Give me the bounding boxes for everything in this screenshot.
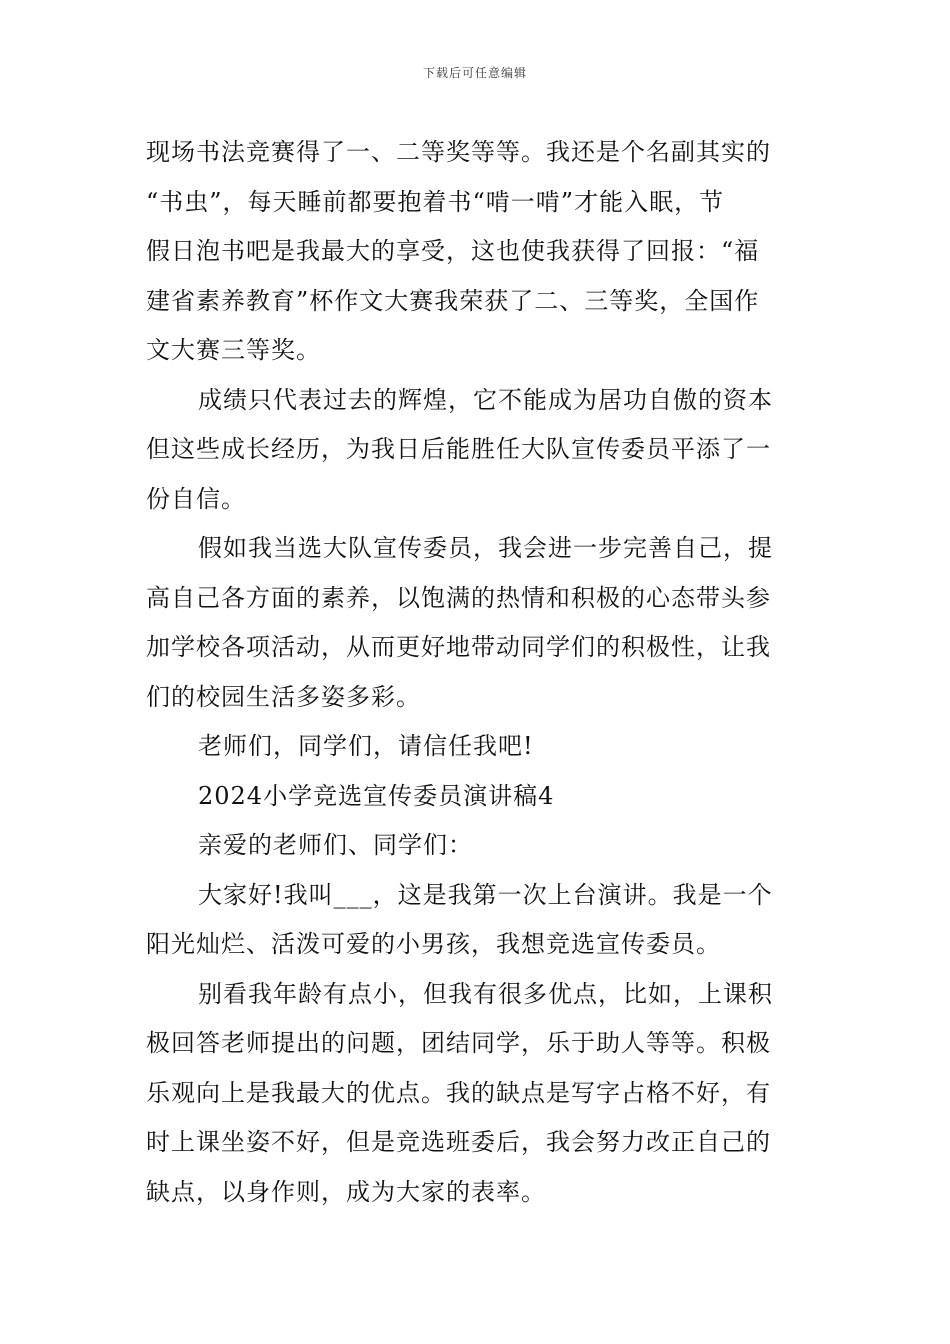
text-line: 亲爱的老师们、同学们： — [198, 831, 473, 859]
text-line: 别看我年龄有点小，但我有很多优点，比如，上课积 — [198, 979, 773, 1008]
document-body — [146, 128, 806, 1217]
text-line: 假日泡书吧是我最大的享受，这也使我获得了回报：“福 — [146, 237, 760, 265]
section-heading: 2024小学竞选宣传委员演讲稿4 — [198, 781, 555, 810]
text-line: 现场书法竞赛得了一、二等奖等等。我还是个名副其实的 — [146, 138, 771, 166]
text-line: 文大赛三等奖。 — [146, 336, 321, 364]
text-line: 加学校各项活动，从而更好地带动同学们的积极性，让我 — [146, 633, 771, 661]
text-line: 成绩只代表过去的辉煌，它不能成为居功自傲的资本 — [198, 385, 773, 414]
text-line: 阳光灿烂、活泼可爱的小男孩，我想竞选宣传委员。 — [146, 930, 721, 958]
text-line: 极回答老师提出的问题，团结同学，乐于助人等等。积极 — [146, 1029, 771, 1057]
text-line: 假如我当选大队宣传委员，我会进一步完善自己，提 — [198, 534, 773, 562]
text-line: 但这些成长经历，为我日后能胜任大队宣传委员平添了一 — [146, 435, 771, 463]
text-line: 大家好!我叫___，这是我第一次上台演讲。我是一个 — [198, 880, 773, 909]
text-line: 建省素养教育”杯作文大赛我荣获了二、三等奖，全国作 — [146, 286, 760, 315]
text-line: 乐观向上是我最大的优点。我的缺点是写字占格不好，有 — [146, 1078, 771, 1107]
text-line: 们的校园生活多姿多彩。 — [146, 682, 421, 711]
text-line: 时上课坐姿不好，但是竞选班委后，我会努力改正自己的 — [146, 1128, 771, 1156]
text-line: 缺点，以身作则，成为大家的表率。 — [146, 1177, 546, 1206]
page-header: 下载后可任意编辑 — [422, 66, 527, 80]
text-line: 老师们，同学们，请信任我吧! — [198, 732, 534, 760]
text-line: 份自信。 — [146, 484, 246, 513]
text-line: “书虫”，每天睡前都要抱着书“啃一啃”才能入眠，节 — [146, 187, 725, 216]
text-line: 高自己各方面的素养，以饱满的热情和积极的心态带头参 — [146, 583, 771, 612]
